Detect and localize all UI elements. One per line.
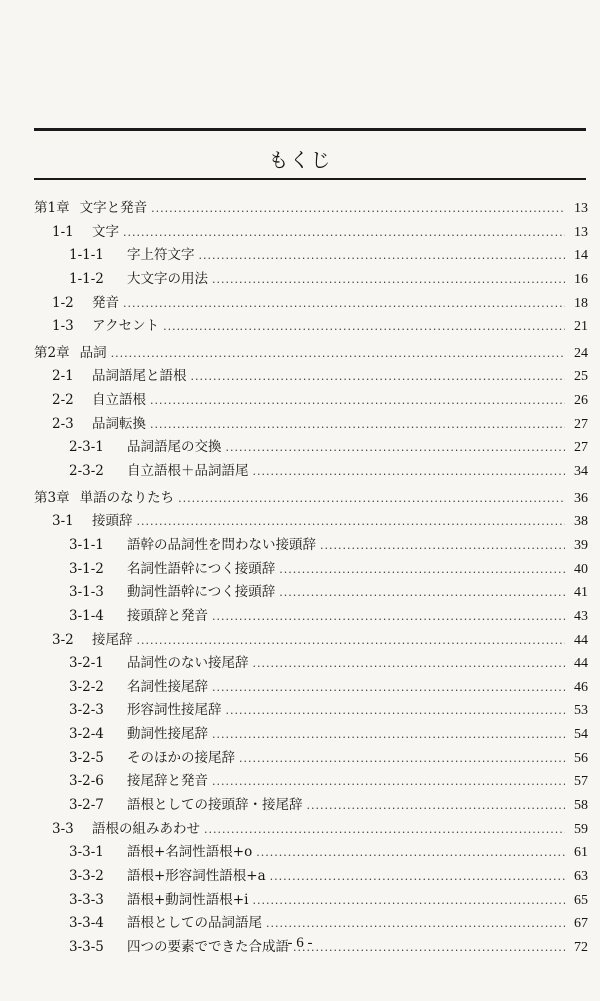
toc-label: 接尾辞と発音 [127, 773, 208, 790]
toc-number: 3-3-5 [69, 938, 104, 955]
toc-subsection [34, 769, 588, 793]
toc-subsection [34, 793, 588, 817]
toc-page-number: 58 [574, 798, 588, 814]
toc-leader-dots [123, 226, 565, 239]
toc-page-number: 46 [574, 679, 588, 695]
toc-page-number: 27 [574, 416, 588, 432]
toc-label: 語根+名詞性語根+o [127, 844, 253, 861]
toc-leader-dots [253, 465, 566, 478]
toc-number: 3-1-4 [69, 607, 104, 624]
toc-leader-dots [212, 610, 565, 623]
toc-leader-dots [252, 894, 565, 907]
toc-leader-dots [212, 681, 565, 694]
toc-label: 品詞転換 [92, 415, 146, 432]
toc-leader-dots [239, 752, 565, 765]
toc-subsection [34, 533, 588, 557]
toc-subsection [34, 651, 588, 675]
toc-page-number: 24 [574, 345, 588, 361]
toc-number: 3-3 [52, 820, 74, 837]
toc-number: 3-1-3 [69, 584, 104, 601]
toc-leader-dots [212, 728, 565, 741]
toc-page-number: 53 [574, 703, 588, 719]
toc-label: 大文字の用法 [127, 270, 208, 287]
page-number: - 6 - [287, 935, 313, 951]
toc-page-number: 54 [574, 727, 588, 743]
toc-number: 3-3-4 [69, 915, 104, 932]
toc-label: 単語のなりたち [79, 489, 175, 506]
toc-label: 文字と発音 [79, 200, 148, 216]
toc-number: 2-3-1 [69, 439, 104, 456]
toc-page-number: 41 [574, 585, 588, 601]
toc-page-number: 13 [574, 224, 588, 240]
toc-section [34, 314, 588, 338]
toc-number: 3-2-6 [69, 773, 104, 790]
toc-number: 2-3-2 [69, 463, 104, 480]
toc-leader-dots [137, 634, 566, 647]
toc-number: 3-2-2 [69, 678, 104, 695]
toc-label: 語根としての品詞語尾 [127, 915, 262, 932]
toc-label: 形容詞性接尾辞 [127, 702, 222, 719]
toc-page-number: 59 [574, 821, 588, 837]
toc-page-number: 65 [574, 892, 588, 908]
toc-page-number: 25 [574, 369, 588, 385]
toc-subsection [34, 698, 588, 722]
toc-page-number: 27 [574, 440, 588, 456]
toc-subsection [34, 243, 588, 267]
toc-page-number: 13 [574, 201, 588, 216]
toc-number: 3-2-4 [69, 726, 104, 743]
table-of-contents [34, 196, 588, 959]
toc-label: 名詞性接尾辞 [127, 678, 208, 695]
toc-label: 語幹の品詞性を問わない接頭辞 [127, 536, 316, 553]
toc-label: 文字 [92, 223, 119, 240]
toc-section [34, 220, 588, 244]
toc-page-number: 57 [574, 774, 588, 790]
toc-leader-dots [266, 917, 565, 930]
toc-subsection [34, 888, 588, 912]
toc-number: 3-3-2 [69, 867, 104, 884]
toc-page-number: 43 [574, 608, 588, 624]
toc-leader-dots [256, 846, 565, 859]
toc-leader-dots [270, 870, 565, 883]
toc-label: 四つの要素でできた合成語 [127, 938, 289, 955]
toc-label: 発音 [92, 294, 119, 311]
toc-number: 第2章 [34, 344, 70, 361]
toc-leader-dots [111, 347, 565, 360]
toc-page-number: 39 [574, 537, 588, 553]
toc-subsection [34, 864, 588, 888]
toc-number: 3-3-1 [69, 844, 104, 861]
toc-label: 動詞性語幹につく接頭辞 [127, 584, 276, 601]
toc-number: 1-1 [52, 223, 74, 240]
toc-number: 1-3 [52, 318, 74, 335]
toc-section [34, 628, 588, 652]
toc-label: 字上符文字 [127, 247, 195, 264]
toc-label: 自立語根 [92, 392, 146, 409]
toc-chapter [34, 196, 588, 220]
toc-page-number: 14 [574, 248, 588, 264]
toc-page-number: 63 [574, 868, 588, 884]
toc-section [34, 291, 588, 315]
toc-label: 接頭辞と発音 [127, 607, 208, 624]
toc-chapter [34, 486, 588, 510]
toc-subsection [34, 459, 588, 483]
toc-number: 3-2-7 [69, 797, 104, 814]
toc-leader-dots [226, 441, 566, 454]
toc-subsection [34, 557, 588, 581]
toc-leader-dots [150, 394, 565, 407]
toc-label: 接頭辞 [92, 513, 133, 530]
toc-page-number: 40 [574, 561, 588, 577]
toc-leader-dots [199, 249, 566, 262]
toc-label: 語根の組みあわせ [92, 820, 200, 837]
toc-page-number: 38 [574, 514, 588, 530]
toc-leader-dots [123, 297, 565, 310]
toc-label: 語根としての接頭辞・接尾辞 [127, 797, 303, 814]
toc-leader-dots [226, 704, 566, 717]
toc-leader-dots [137, 515, 566, 528]
top-rule [34, 128, 586, 131]
toc-leader-dots [320, 539, 565, 552]
toc-page-number: 72 [574, 939, 588, 955]
toc-number: 1-1-1 [69, 247, 104, 264]
toc-number: 3-1-1 [69, 536, 104, 553]
toc-subsection [34, 580, 588, 604]
toc-number: 3-1-2 [69, 560, 104, 577]
toc-label: 品詞 [79, 344, 107, 361]
toc-number: 3-2-1 [69, 655, 104, 672]
toc-subsection [34, 746, 588, 770]
toc-leader-dots [178, 492, 565, 505]
toc-number: 第3章 [34, 489, 70, 506]
toc-leader-dots [279, 563, 565, 576]
toc-leader-dots [279, 586, 565, 599]
toc-subsection [34, 722, 588, 746]
toc-section [34, 509, 588, 533]
toc-number: 第1章 [34, 200, 70, 216]
toc-section [34, 817, 588, 841]
toc-page-number: 26 [574, 393, 588, 409]
title-rule [34, 178, 586, 180]
toc-subsection [34, 675, 588, 699]
toc-section [34, 388, 588, 412]
toc-label: 品詞性のない接尾辞 [127, 655, 249, 672]
toc-page-number: 18 [574, 295, 588, 311]
toc-number: 2-1 [52, 368, 74, 385]
page-title: もくじ [268, 148, 332, 172]
toc-page-number: 61 [574, 845, 588, 861]
toc-label: 語根+動詞性語根+i [127, 891, 249, 908]
toc-number: 3-2-5 [69, 749, 104, 766]
toc-leader-dots [253, 657, 566, 670]
toc-number: 1-2 [52, 294, 74, 311]
toc-section [34, 412, 588, 436]
toc-subsection [34, 267, 588, 291]
toc-page-number: 21 [574, 319, 588, 335]
toc-leader-dots [191, 370, 566, 383]
toc-label: 自立語根＋品詞語尾 [127, 463, 249, 480]
toc-leader-dots [307, 799, 566, 812]
toc-leader-dots [212, 775, 565, 788]
toc-label: 語根+形容詞性語根+a [127, 867, 266, 884]
toc-subsection [34, 911, 588, 935]
toc-leader-dots [212, 273, 565, 286]
toc-chapter [34, 341, 588, 365]
toc-number: 3-3-3 [69, 891, 104, 908]
toc-number: 3-1 [52, 513, 74, 530]
toc-number: 3-2-3 [69, 702, 104, 719]
toc-subsection [34, 435, 588, 459]
toc-label: 動詞性接尾辞 [127, 726, 208, 743]
toc-page-number: 16 [574, 271, 588, 287]
toc-leader-dots [204, 823, 565, 836]
toc-label: アクセント [92, 318, 160, 335]
toc-label: 接尾辞 [92, 631, 133, 648]
toc-page-number: 36 [574, 490, 588, 506]
toc-page-number: 44 [574, 656, 588, 672]
toc-number: 2-3 [52, 415, 74, 432]
toc-page-number: 56 [574, 750, 588, 766]
toc-subsection [34, 604, 588, 628]
toc-label: 名詞性語幹につく接頭辞 [127, 560, 276, 577]
toc-page-number: 34 [574, 464, 588, 480]
toc-number: 1-1-2 [69, 270, 104, 287]
toc-number: 2-2 [52, 392, 74, 409]
toc-leader-dots [150, 418, 565, 431]
toc-leader-dots [151, 202, 565, 215]
toc-label: 品詞語尾の交換 [127, 439, 222, 456]
toc-page-number: 44 [574, 632, 588, 648]
toc-leader-dots [163, 320, 565, 333]
toc-subsection [34, 840, 588, 864]
toc-page-number: 67 [574, 916, 588, 932]
toc-label: 品詞語尾と語根 [92, 368, 187, 385]
toc-number: 3-2 [52, 631, 74, 648]
toc-section [34, 364, 588, 388]
toc-label: そのほかの接尾辞 [127, 749, 235, 766]
